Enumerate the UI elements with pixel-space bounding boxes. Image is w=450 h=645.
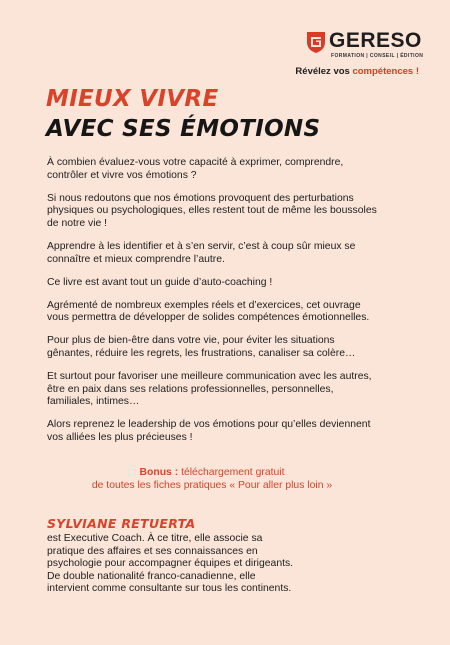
blurb-paragraph: Pour plus de bien-être dans votre vie, pour éviter les situations gênantes, réduire les regrets, les frustrations, canaliser sa colère… <box>47 335 356 360</box>
publisher-name: GERESO <box>329 29 422 52</box>
bonus-note <box>47 466 377 492</box>
blurb <box>47 157 377 455</box>
blurb-paragraph: Agrémenté de nombreux exemples réels et d’exercices, cet ouvrage vous permettra de développer de solides compétences émotionnelles. <box>47 299 370 324</box>
blurb-paragraph: Alors reprenez le leadership de vos émotions pour qu’elles deviennent vos alliées les plus précieuses ! <box>47 419 371 443</box>
blurb-paragraph: Si nous redoutons que nos émotions provoquent des perturbations physiques ou psychologiques, elles restent tout de même les boussoles de notre vie ! <box>47 192 377 229</box>
blurb-paragraph: Ce livre est avant tout un guide d’auto-coaching ! <box>47 276 273 288</box>
bonus-line-1: téléchargement gratuit <box>178 467 285 478</box>
bonus-line-2: de toutes les fiches pratiques « Pour aller plus loin » <box>91 480 333 491</box>
bonus-label: Bonus : <box>139 467 179 478</box>
blurb-paragraph: À combien évaluez-vous votre capacité à exprimer, comprendre, contrôler et vivre vos émotions ? <box>47 157 344 181</box>
title-line-1: MIEUX VIVRE <box>46 86 219 112</box>
publisher-subline: FORMATION | CONSEIL | ÉDITION <box>331 53 424 59</box>
author-name: SYLVIANE RETUERTA <box>47 516 196 531</box>
tagline-accent: compétences ! <box>352 66 419 77</box>
gereso-shield-logo-icon <box>305 30 327 54</box>
tagline-prefix: Révélez vos <box>295 66 353 77</box>
author-bio: est Executive Coach. À ce titre, elle associe sa pratique des affaires et ses connaissances en psychologie pour accompagner équipes et dirigeants. De double nationalité franco-canadienne, elle intervient comme consultante sur tous les continents. <box>47 533 294 595</box>
blurb-paragraph: Et surtout pour favoriser une meilleure communication avec les autres, être en paix dans ses relations professionnelles, personnelles, familiales, intimes… <box>47 371 372 408</box>
blurb-paragraph: Apprendre à les identifier et à s’en servir, c’est à coup sûr mieux se connaître et mieux comprendre l’autre. <box>47 240 356 265</box>
book-title <box>46 84 320 144</box>
title-line-2: AVEC SES ÉMOTIONS <box>46 116 321 142</box>
publisher-tagline <box>295 66 419 77</box>
